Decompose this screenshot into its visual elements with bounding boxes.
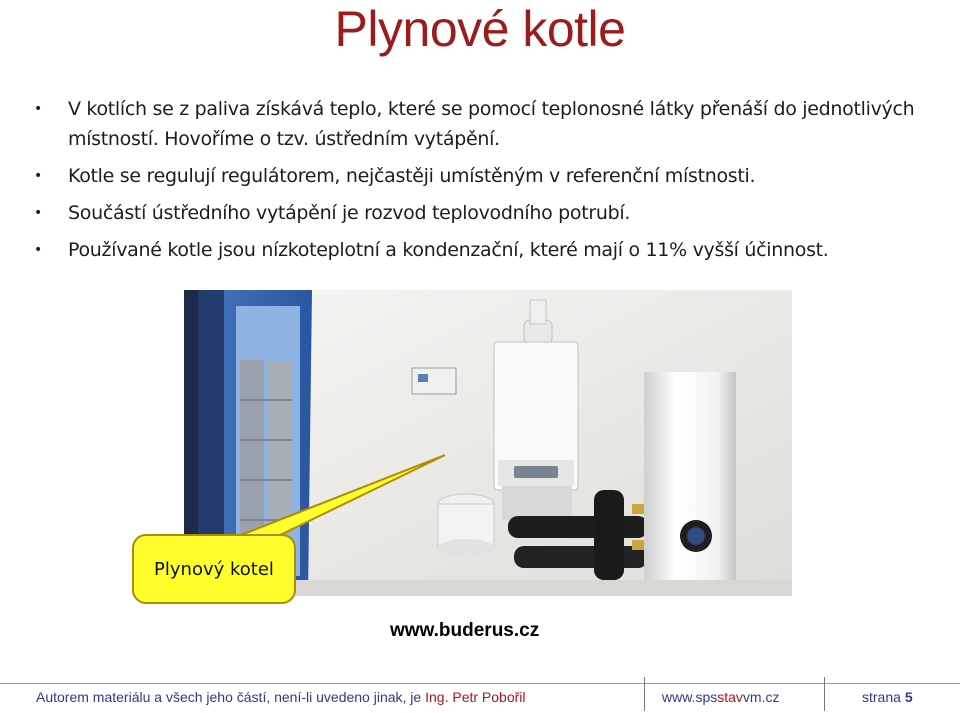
- slide-title: Plynové kotle: [334, 1, 626, 57]
- bullet-dot-icon: •: [34, 242, 42, 258]
- boiler-callout: [132, 534, 296, 604]
- footer: [0, 677, 960, 713]
- bullet-dot-icon: •: [34, 168, 42, 184]
- callout-label: Plynový kotel: [154, 558, 274, 580]
- bullet-text: V kotlích se z paliva získává teplo, které se pomocí teplonosné látky přenáší do jednotlivých místností. Hovoříme o tzv. ústředním vytápění.: [68, 98, 915, 150]
- bullet-text: Součástí ústředního vytápění je rozvod teplovodního potrubí.: [68, 202, 631, 224]
- footer-author-note: Autorem materiálu a všech jeho částí, není-li uvedeno jinak, je Ing. Petr Pobořil: [36, 689, 526, 705]
- bullet-text: Používané kotle jsou nízkoteplotní a kondenzační, které mají o 11% vyšší účinnost.: [68, 239, 829, 261]
- bullet-text: Kotle se regulují regulátorem, nejčastěji umístěným v referenční místnosti.: [68, 165, 756, 187]
- image-source: www.buderus.cz: [390, 620, 540, 641]
- footer-divider: [0, 683, 960, 684]
- footer-author-name: Ing. Petr Pobořil: [425, 689, 526, 705]
- footer-page-number: strana 5: [862, 689, 913, 705]
- footer-website[interactable]: www.spsstavvm.cz: [662, 689, 780, 705]
- bullet-dot-icon: •: [34, 205, 42, 221]
- footer-separator: [824, 677, 825, 711]
- bullet-dot-icon: •: [34, 101, 42, 117]
- footer-separator: [644, 677, 645, 711]
